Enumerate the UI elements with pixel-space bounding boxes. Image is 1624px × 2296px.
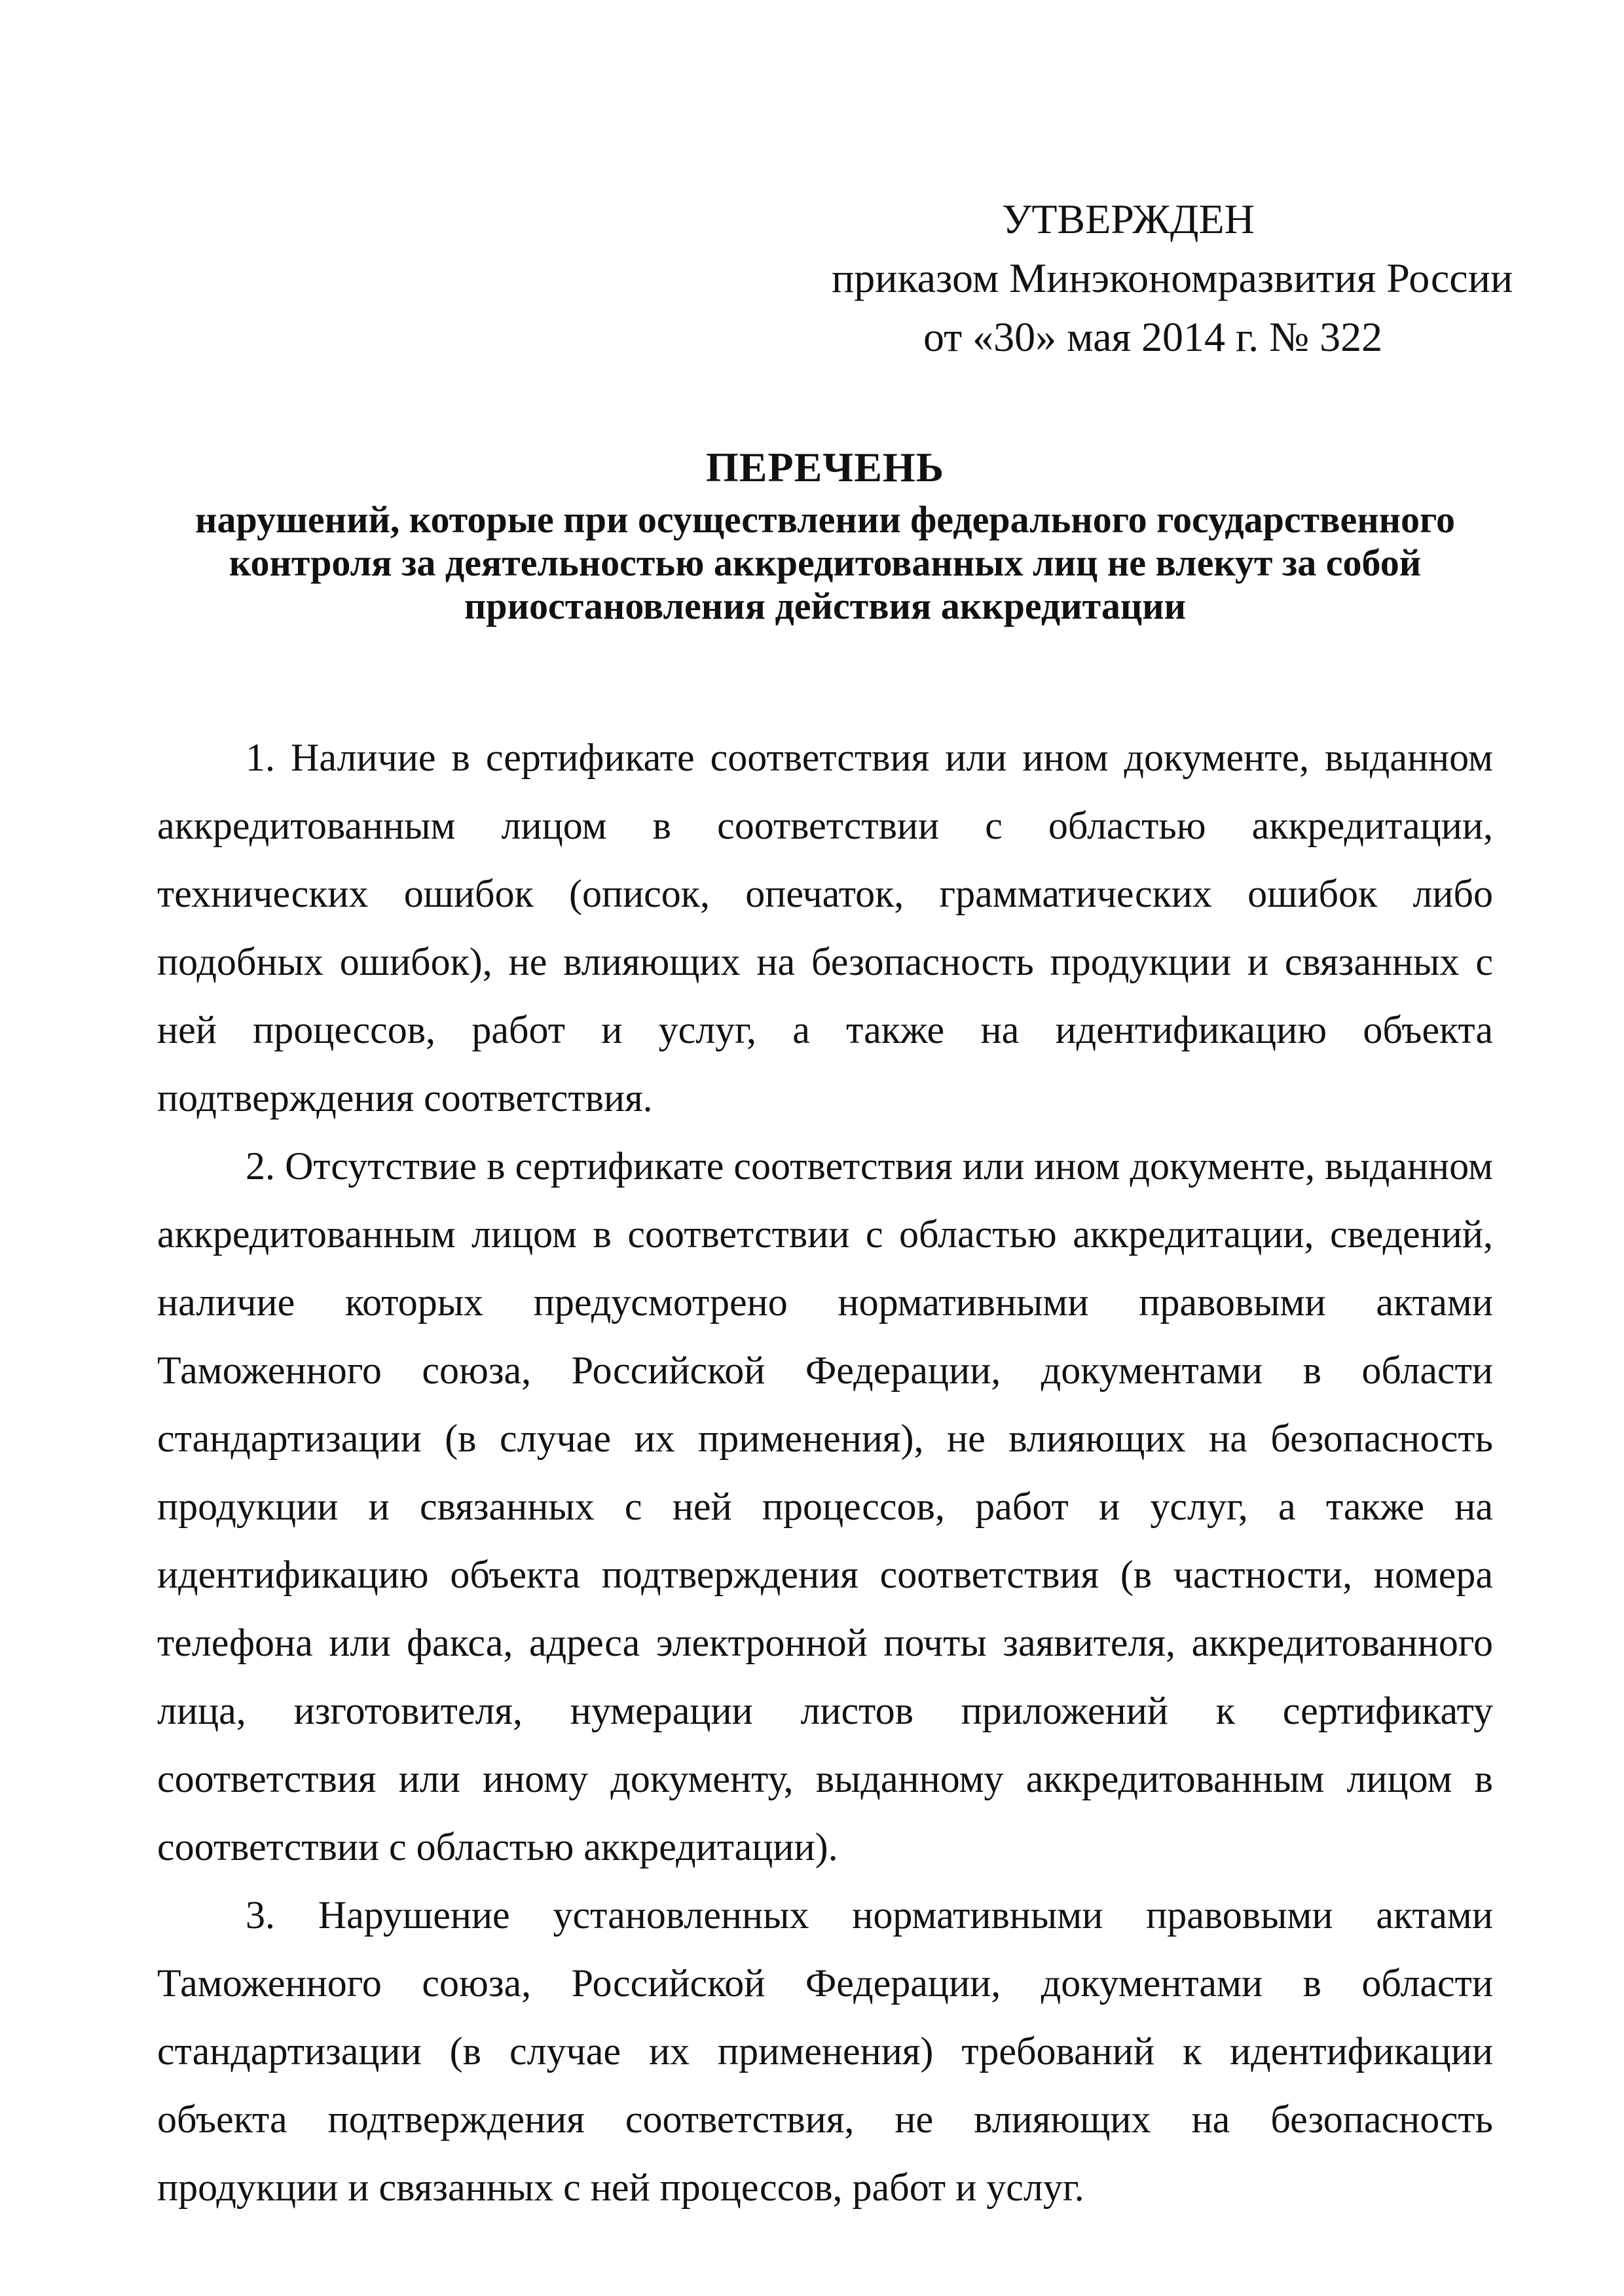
approval-block bbox=[773, 190, 1513, 367]
approval-order-by: приказом Минэкономразвития России bbox=[832, 255, 1513, 301]
title-block bbox=[157, 442, 1493, 628]
document-subtitle: нарушений, которые при осуществлении федерального государственного контроля за деятельностью аккредитованных лиц не влекут за собой приостановления действия аккредитации bbox=[195, 498, 1455, 627]
document-body bbox=[157, 723, 1493, 2221]
list-item-1: 1. Наличие в сертификате соответствия или ином документе, выданном аккредитованным лицом в соответствии с областью аккредитации, технических ошибок (описок, опечаток, грамматических ошибок либо подобных ошибок), не влияющих на безопасность продукции и связанных с ней процессов, работ и услуг, а также на идентификацию объекта подтверждения соответствия. bbox=[157, 736, 1493, 1120]
document-title: ПЕРЕЧЕНЬ bbox=[706, 444, 944, 490]
approval-status: УТВЕРЖДЕН bbox=[1002, 196, 1255, 242]
list-item-3: 3. Нарушение установленных нормативными правовыми актами Таможенного союза, Российской Федерации, документами в области стандартизации (в случае их применения) требований к идентификации объекта подтверждения соответствия, не влияющих на безопасность продукции и связанных с ней процессов, работ и услуг. bbox=[157, 1893, 1493, 2209]
list-item-2: 2. Отсутствие в сертификате соответствия или ином документе, выданном аккредитованным лицом в соответствии с областью аккредитации, сведений, наличие которых предусмотрено нормативными правовыми актами Таможенного союза, Российской Федерации, документами в области стандартизации (в случае их применения), не влияющих на безопасность продукции и связанных с ней процессов, работ и услуг, а также на идентификацию объекта подтверждения соответствия (в частности, номера телефона или факса, адреса электронной почты заявителя, аккредитованного лица, изготовителя, нумерации листов приложений к сертификату соответствия или иному документу, выданному аккредитованным лицом в соответствии с областью аккредитации). bbox=[157, 1144, 1493, 1868]
approval-order-date: от «30» мая 2014 г. № 322 bbox=[923, 314, 1383, 360]
